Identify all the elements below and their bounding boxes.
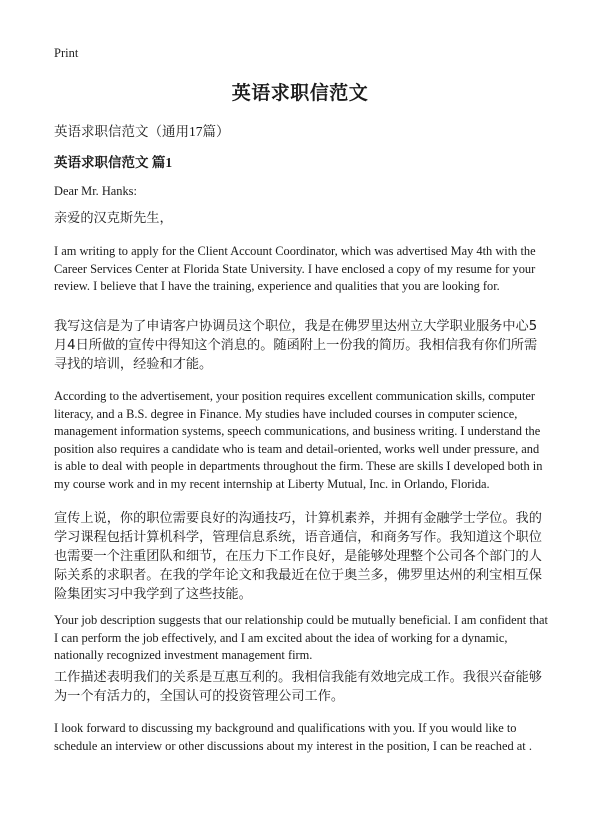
- paragraph-en-3: Your job description suggests that our relationship could be mutually beneficial. I am confident that I can perform the job effectively, and I am excited about the idea of working for a dynamic, nationally recognized investment management firm.: [54, 613, 548, 662]
- section-heading: 英语求职信范文 篇1: [54, 155, 173, 170]
- paragraph-en-1: I am writing to apply for the Client Account Coordinator, which was advertised May 4th with the Career Services Center at Florida State University. I have enclosed a copy of my resume for your review. I believe that I have the training, experience and qualities that you are looking for.: [54, 244, 536, 293]
- document-subtitle: 英语求职信范文（通用17篇）: [54, 124, 230, 139]
- document-title: 英语求职信范文: [231, 82, 369, 104]
- salutation-zh: 亲爱的汉克斯先生，: [54, 211, 173, 226]
- salutation-en: Dear Mr. Hanks:: [54, 184, 137, 198]
- paragraph-zh-3: 工作描述表明我们的关系是互惠互利的。我相信我能有效地完成工作。我很兴奋能够为一个有活力的，全国认可的投资管理公司工作。: [54, 670, 542, 704]
- print-link[interactable]: Print: [54, 46, 79, 60]
- paragraph-zh-2: 宣传上说，你的职位需要良好的沟通技巧，计算机素养，并拥有金融学士学位。我的学习课程包括计算机科学，管理信息系统，语音通信，和商务写作。我知道这个职位也需要一个注重团队和细节，在压力下工作良好，是能够处理整个公司各个部门的人际关系的求职者。在我的学年论文和我最近在位于奥兰多，佛罗里达州的利宝相互保险集团实习中我学到了这些技能。: [54, 511, 542, 602]
- paragraph-en-4: I look forward to discussing my background and qualifications with you. If you would like to schedule an interview or other discussions about my interest in the position, I can be reached at .: [54, 721, 532, 753]
- paragraph-en-2: According to the advertisement, your position requires excellent communication skills, computer literacy, and a B.S. degree in Finance. My studies have included courses in computer science, management information systems, speech communications, and business writing. I understand the position also requires a candidate who is team and detail-oriented, works well under pressure, and is able to deal with people in departments throughout the firm. These are skills I developed both in my course work and in my recent internship at Liberty Mutual, Inc. in Orlando, Florida.: [54, 389, 543, 491]
- paragraph-zh-1: 我写这信是为了申请客户协调员这个职位，我是在佛罗里达州立大学职业服务中心5月4日所做的宣传中得知这个消息的。随函附上一份我的简历。我相信我有你们所需寻找的培训，经验和才能。: [54, 319, 538, 372]
